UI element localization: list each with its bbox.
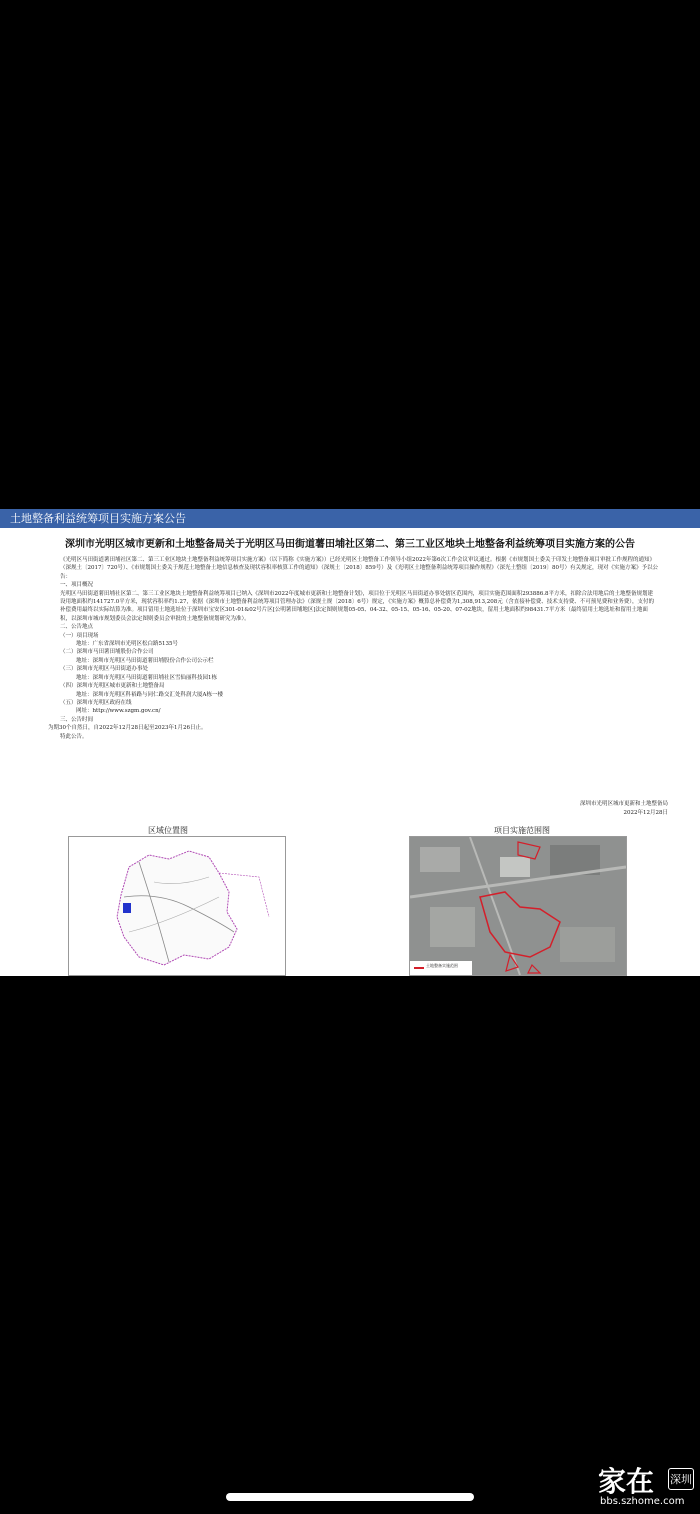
signature-date: 2022年12月28日	[623, 810, 668, 816]
location-detail: 地址：广东省深圳市光明区松白路5135号	[76, 641, 178, 648]
location-name: （五）深圳市光明区政府在线	[60, 699, 132, 706]
closing-text: 特此公告。	[60, 733, 88, 740]
header-bar	[0, 509, 700, 528]
location-detail: 网址：http://www.szgm.gov.cn/	[76, 708, 161, 715]
home-indicator[interactable]	[226, 1493, 474, 1501]
location-name: （三）深圳市光明区马田街道办事处	[60, 666, 149, 673]
location-detail: 地址：深圳市光明区马田街道薯田埔股份合作公司公示栏	[76, 657, 214, 664]
location-detail: 地址：深圳市光明区马田街道薯田埔社区雪仙丽科技园1栋	[76, 674, 218, 681]
header-title: 土地整备利益统筹项目实施方案公告	[10, 512, 186, 525]
location-detail: 地址：深圳市光明区科裕路与同仁路交汇处科润大厦A栋一楼	[76, 691, 223, 698]
location-name: （二）深圳市马田薯田埔股份合作公司	[60, 649, 154, 656]
project-map-legend: 土地整备实施范围	[426, 963, 458, 968]
watermark-badge: 深圳	[668, 1468, 694, 1490]
location-name: （一）项目现场	[60, 632, 99, 639]
section1-body: 光明区马田街道薯田埔社区第二、第三工业区地块土地整备利益统筹项目已纳入《深圳市2022年度城市更新和土地整备计划》，项目位于光明区马田街道办事处辖区范围内，项目实施范围面积293886.8平方米，扣除合法用地后的土地整备规划建设用地面积约141727.0平方米，现状容积率约1.27，依据《深圳市土地整备利益统筹项目管理办法》（深规土规〔2018〕6号）规定，《实施方案》概算总补偿费为1,308,913,208元（含直接补偿费、技术支持费、不可预见费和业务费），支付的补偿费用最终以实际结算为准。项目留用土地选址位于深圳市宝安区301-01&02号片区[公明薯田埔地区]法定图则规划05-05、04-32、05-15、05-16、05-20、07-02地块，留用土地面积约98431.7平方米（最终留用土地选址和留用土地面积，以深圳市城市规划委员会法定图则委员会审批的土地整备规划研究为准）。	[60, 590, 654, 622]
section2-heading: 二、公告地点	[60, 624, 94, 631]
watermark-url: bbs.szhome.com	[600, 1496, 685, 1507]
section3-heading: 三、公告时间	[60, 716, 94, 723]
section3-body: 为期30个自然日，自2022年12月28日起至2023年1月26日止。	[48, 725, 207, 732]
site-watermark	[598, 1460, 698, 1510]
location-map-caption: 区域位置图	[148, 826, 188, 835]
intro-paragraph: 《光明区马田街道薯田埔社区第二、第三工业区地块土地整备利益统筹项目实施方案》（以下简称《实施方案》）已经光明区土地整备工作领导小组2022年第6次工作会议审议通过。根据《市规划国土委关于印发土地整备项目审批工作规程的通知》（深规土〔2017〕720号）、《市规划国土委关于规范土地整备土地信息核查及现状容积率核算工作的通知》（深规土〔2018〕859号）及《光明区土地整备利益统筹项目操作规程》（深光土整组〔2019〕80号）有关规定，现对《实施方案》予以公告：	[60, 557, 658, 580]
announcement-document	[0, 509, 700, 976]
project-map-caption: 项目实施范围图	[494, 826, 550, 835]
watermark-text: 家在	[598, 1465, 655, 1498]
document-body	[48, 556, 658, 741]
document-title: 深圳市光明区城市更新和土地整备局关于光明区马田街道薯田埔社区第二、第三工业区地块土地整备利益统筹项目实施方案的公告	[65, 539, 635, 550]
signature-org: 深圳市光明区城市更新和土地整备局	[579, 801, 668, 807]
signature-block	[580, 800, 668, 818]
location-name: （四）深圳市光明区城市更新和土地整备局	[60, 683, 165, 690]
section1-heading: 一、项目概况	[60, 582, 94, 589]
location-map-image	[68, 836, 286, 976]
project-map-image	[409, 836, 627, 976]
